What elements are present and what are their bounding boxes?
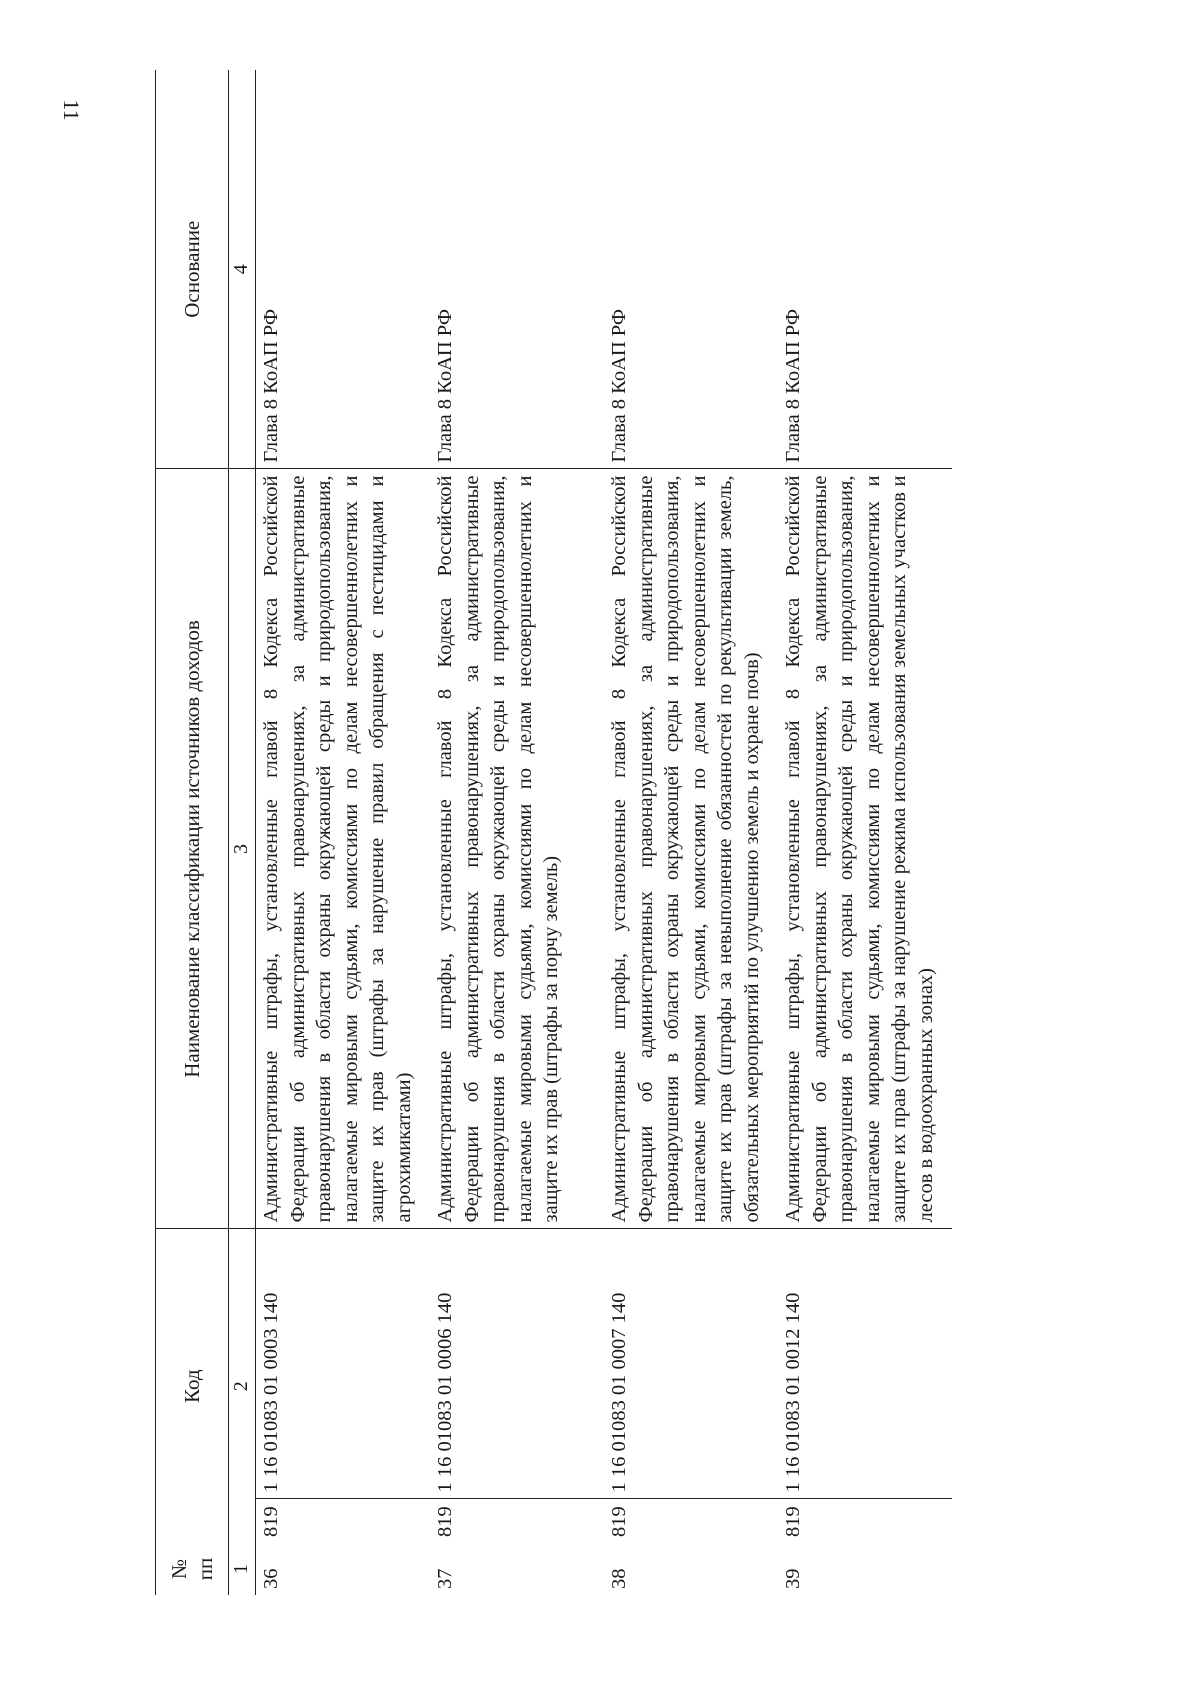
table-row bbox=[430, 70, 604, 1595]
page-number: 11 bbox=[59, 99, 84, 121]
rotated-table-sheet bbox=[155, 70, 1030, 1595]
header-name: Наименование классификации источников доходов bbox=[156, 469, 229, 1229]
legal-basis: Глава 8 КоАП РФ bbox=[778, 70, 952, 469]
column-number: 3 bbox=[229, 469, 256, 1229]
income-name: Административные штрафы, установленные главой 8 Кодекса Российской Федерации об административных правонарушениях, за административные правонарушения в области охраны окружающей среды и природопользования, налагаемые мировыми судьями, комиссиями по делам несовершеннолетних и защите их прав (штрафы за нарушение режима использования земельных участков и лесов в водоохранных зонах) bbox=[778, 469, 952, 1229]
table-row bbox=[778, 70, 952, 1595]
row-number: 37 bbox=[434, 1568, 456, 1589]
table-row bbox=[256, 70, 431, 1595]
admin-code: 819 bbox=[608, 1506, 630, 1537]
income-code: 1 16 01083 01 0006 140 bbox=[430, 1229, 604, 1499]
admin-code: 819 bbox=[260, 1506, 282, 1537]
income-name: Административные штрафы, установленные главой 8 Кодекса Российской Федерации об административных правонарушениях, за административные правонарушения в области охраны окружающей среды и природопользования, налагаемые мировыми судьями, комиссиями по делам несовершеннолетних и защите их прав (штрафы за невыполнение обязанностей по рекультивации земель, обязательных мероприятий по улучшению земель и охране почв) bbox=[604, 469, 778, 1229]
admin-code: 819 bbox=[782, 1506, 804, 1537]
column-number: 1 bbox=[229, 1543, 256, 1595]
table-row bbox=[604, 70, 778, 1595]
row-number: 38 bbox=[608, 1568, 630, 1589]
legal-basis: Глава 8 КоАП РФ bbox=[604, 70, 778, 469]
header-code: Код bbox=[156, 1229, 229, 1543]
legal-basis: Глава 8 КоАП РФ bbox=[256, 70, 431, 469]
income-code: 1 16 01083 01 0012 140 bbox=[778, 1229, 952, 1499]
income-name: Административные штрафы, установленные главой 8 Кодекса Российской Федерации об административных правонарушениях, за административные правонарушения в области охраны окружающей среды и природопользования, налагаемые мировыми судьями, комиссиями по делам несовершеннолетних и защите их прав (штрафы за нарушение правил обращения с пестицидами и агрохимикатами) bbox=[256, 469, 431, 1229]
column-number: 4 bbox=[229, 70, 256, 469]
income-classification-table bbox=[155, 70, 952, 1595]
legal-basis: Глава 8 КоАП РФ bbox=[430, 70, 604, 469]
admin-code: 819 bbox=[434, 1506, 456, 1537]
header-basis: Основание bbox=[156, 70, 229, 469]
row-number: 36 bbox=[260, 1568, 282, 1589]
header-no: № пп bbox=[156, 1543, 229, 1595]
income-code: 1 16 01083 01 0007 140 bbox=[604, 1229, 778, 1499]
income-name: Административные штрафы, установленные главой 8 Кодекса Российской Федерации об административных правонарушениях, за административные правонарушения в области охраны окружающей среды и природопользования, налагаемые мировыми судьями, комиссиями по делам несовершеннолетних и защите их прав (штрафы за порчу земель) bbox=[430, 469, 604, 1229]
column-number: 2 bbox=[229, 1229, 256, 1543]
row-number: 39 bbox=[782, 1568, 804, 1589]
column-number-row bbox=[229, 70, 256, 1595]
header-row bbox=[156, 70, 229, 1595]
income-code: 1 16 01083 01 0003 140 bbox=[256, 1229, 431, 1499]
